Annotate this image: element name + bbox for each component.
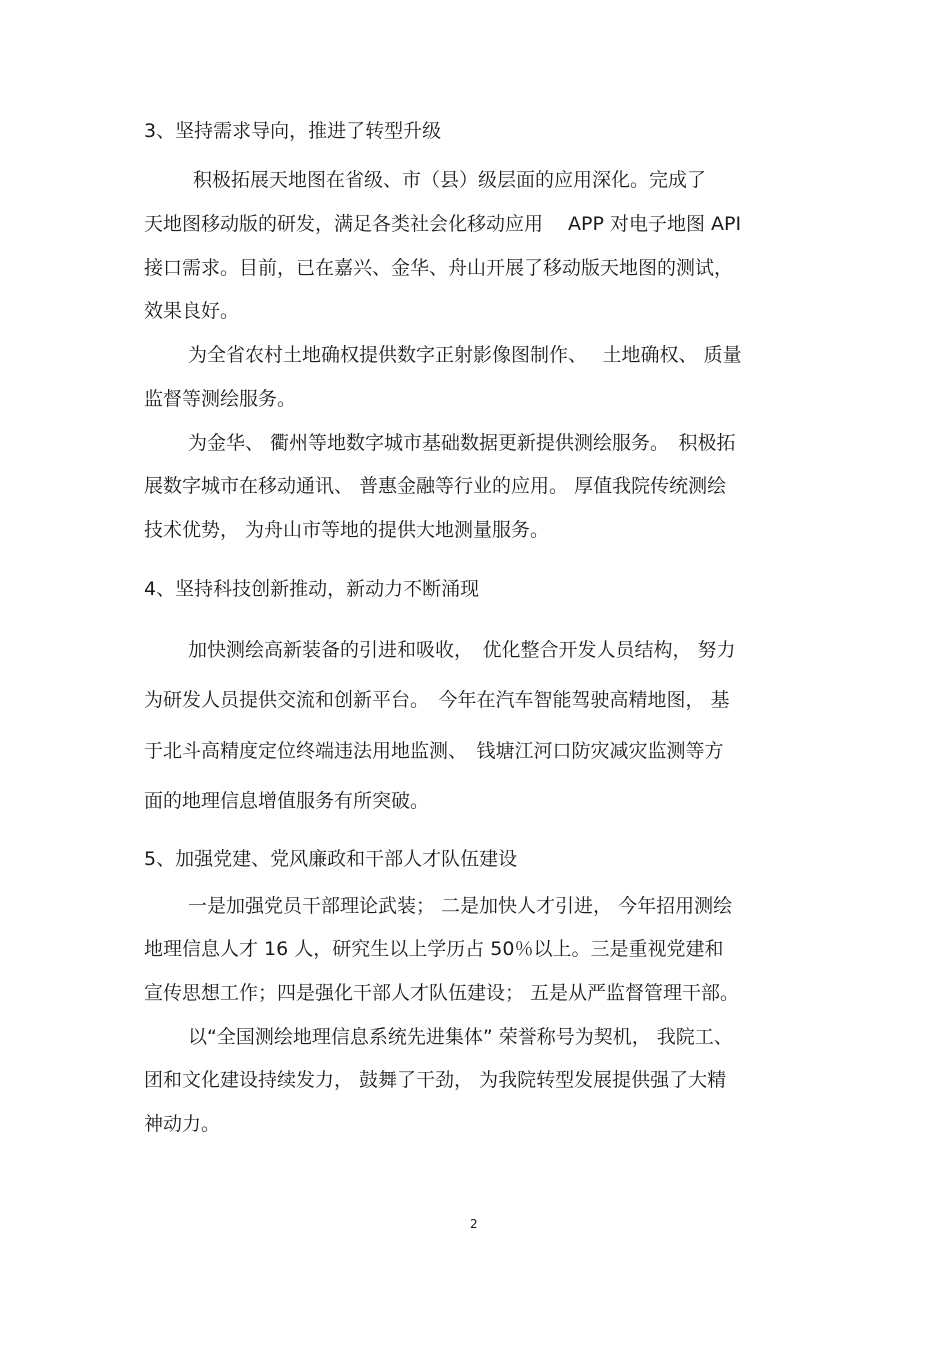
- section-4-heading: 4、坚持科技创新推动，新动力不断涌现: [144, 578, 480, 600]
- paragraph-line: 监督等测绘服务。: [144, 388, 297, 410]
- paragraph-line: 面的地理信息增值服务有所突破。: [144, 790, 430, 812]
- section-5-heading: 5、加强党建、党风廉政和干部人才队伍建设: [144, 848, 518, 870]
- paragraph-line: 为全省农村土地确权提供数字正射影像图制作、 土地确权、 质量: [188, 344, 742, 366]
- paragraph-line: 积极拓展天地图在省级、市（县）级层面的应用深化。完成了: [193, 169, 707, 191]
- paragraph-line: 接口需求。目前，已在嘉兴、金华、舟山开展了移动版天地图的测试，: [144, 257, 734, 279]
- paragraph-line: 以“全国测绘地理信息系统先进集体” 荣誉称号为契机， 我院工、: [188, 1026, 733, 1048]
- paragraph-line: 展数字城市在移动通讯、 普惠金融等行业的应用。 厚值我院传统测绘: [144, 475, 727, 497]
- page-number: 2: [470, 1217, 478, 1231]
- paragraph-line: 效果良好。: [144, 300, 240, 322]
- paragraph-line: 于北斗高精度定位终端违法用地监测、 钱塘江河口防灾减灾监测等方: [144, 740, 724, 762]
- paragraph-line: 技术优势， 为舟山市等地的提供大地测量服务。: [144, 519, 550, 541]
- paragraph-line: 神动力。: [144, 1113, 221, 1135]
- paragraph-line: 地理信息人才 16 人，研究生以上学历占 50％以上。三是重视党建和: [144, 938, 724, 960]
- paragraph-line: 为研发人员提供交流和创新平台。 今年在汽车智能驾驶高精地图， 基: [144, 689, 730, 711]
- section-3-heading: 3、坚持需求导向，推进了转型升级: [144, 120, 442, 142]
- paragraph-line: 加快测绘高新装备的引进和吸收， 优化整合开发人员结构， 努力: [188, 639, 736, 661]
- paragraph-line: 一是加强党员干部理论武装； 二是加快人才引进， 今年招用测绘: [188, 895, 733, 917]
- paragraph-line: 天地图移动版的研发，满足各类社会化移动应用 APP 对电子地图 API: [144, 213, 742, 235]
- paragraph-line: 为金华、 衢州等地数字城市基础数据更新提供测绘服务。 积极拓: [188, 432, 736, 454]
- paragraph-line: 宣传思想工作；四是强化干部人才队伍建设； 五是从严监督管理干部。: [144, 982, 740, 1004]
- paragraph-line: 团和文化建设持续发力， 鼓舞了干劲， 为我院转型发展提供强了大精: [144, 1069, 727, 1091]
